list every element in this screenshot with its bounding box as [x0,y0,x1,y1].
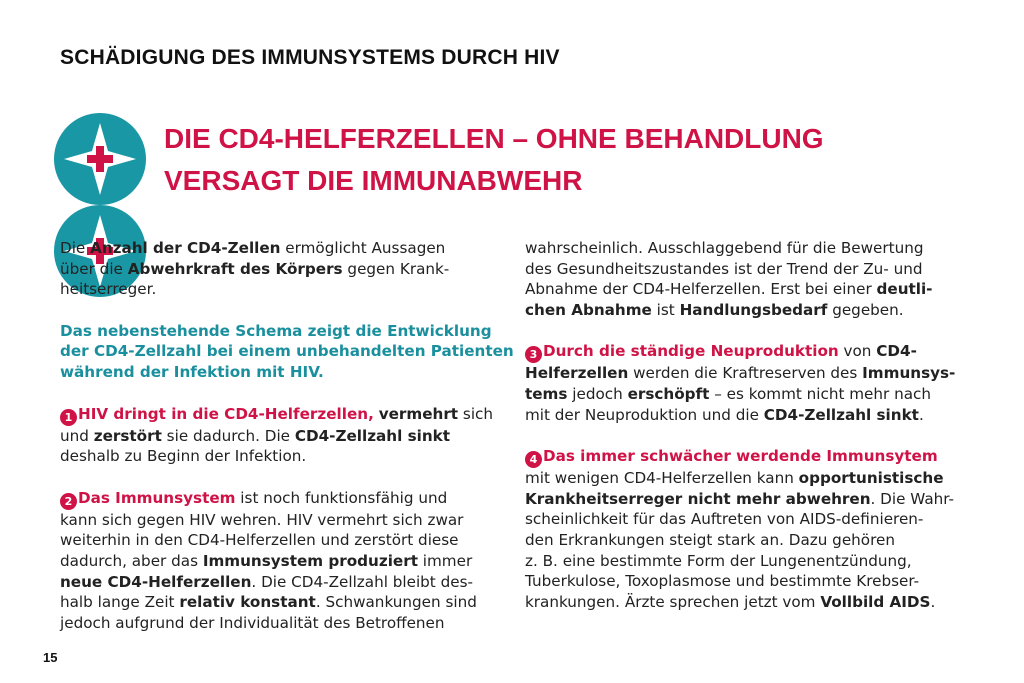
paragraph-intro [60,238,505,300]
text-bold: zerstört [93,426,162,445]
text-bold: Immunsystem produziert [202,551,418,570]
text-line [60,592,505,613]
cell-icon [54,113,146,205]
text-line: jedoch aufgrund der Individualität des Betroffenen [60,613,445,632]
text-line [60,488,505,510]
text: dadurch, aber das [60,551,203,570]
paragraph-step-2 [60,488,505,634]
step-number-badge: 2 [60,493,77,510]
text-line: deshalb zu Beginn der Infektion. [60,447,307,466]
text: gegeben. [827,300,904,319]
text: immer [417,551,473,570]
text-highlight: Das immer schwächer werdende Immunsytem [543,447,938,466]
headline-line-2: VERSAGT DIE IMMUNABWEHR [164,165,583,196]
text-bold: erschöpft [627,384,710,403]
text-line [60,238,505,259]
text-bold: vermehrt [378,404,459,423]
right-column [525,238,970,633]
text-bold: tems [525,384,568,403]
text: von [838,342,877,361]
text-line [525,279,970,300]
text-bold: Anzahl der CD4-Zellen [90,239,281,257]
text: halb lange Zeit [60,593,180,612]
text-line [60,551,505,572]
paragraph-continuation [525,238,970,320]
text-line: weiterhin in den CD4-Helferzellen und zerstört diese [60,531,459,550]
text-line [525,489,970,510]
text: ist noch funktionsfähig und [235,488,448,507]
text-line: z. B. eine bestimmte Form der Lungenentzündung, [525,551,912,570]
text: ist [651,300,680,319]
text-bold: relativ konstant [179,593,316,612]
paragraph-schema [60,321,514,383]
text: werden die Kraftreserven des [628,364,863,383]
text-line: wahrscheinlich. Ausschlaggebend für die Bewertung [525,239,924,257]
text: mit wenigen CD4-Helferzellen kann [525,469,799,488]
text-line [60,572,505,593]
text: und [60,426,94,445]
text-bold: CD4-Zellzahl sinkt [294,426,451,445]
step-number-badge: 3 [525,346,542,363]
text-line [525,341,970,363]
step-number-badge: 1 [60,409,77,426]
step-number-badge: 4 [525,451,542,468]
text-line [60,259,505,280]
paragraph-step-3 [525,341,970,425]
text: . Die CD4-Zellzahl bleibt des- [251,572,473,591]
text-line: kann sich gegen HIV wehren. HIV vermehrt sich zwar [60,510,464,529]
text-highlight: Durch die ständige Neuproduktion [543,342,839,361]
text: sie dadurch. Die [161,426,295,445]
text-line: des Gesundheitszustandes ist der Trend der Zu- und [525,259,923,278]
text-line [525,446,970,468]
text-bold: CD4-Zellzahl sinkt [763,405,919,424]
text: jedoch [567,384,628,403]
text-bold: deutli- [876,280,933,299]
text-line [525,405,970,426]
text-line [525,363,970,384]
left-column [60,238,514,654]
text-bold: opportunistische [798,469,944,488]
text: mit der Neuproduktion und die [525,405,764,424]
text: Die [60,239,91,257]
text: über die [60,259,128,278]
text-bold: Handlungsbedarf [679,300,828,319]
text-bold: Helferzellen [525,364,629,383]
text-highlight: Das Immunsystem [78,488,236,507]
text-line: heitserreger. [60,280,157,299]
text-line: Das nebenstehende Schema zeigt die Entwicklung [60,321,492,340]
text-line [525,300,970,321]
headline-line-1: DIE CD4-HELFERZELLEN – OHNE BEHANDLUNG [164,123,824,154]
text-line: der CD4-Zellzahl bei einem unbehandelten Patienten [60,342,514,361]
text: . [930,592,936,611]
page-header-title: SCHÄDIGUNG DES IMMUNSYSTEMS DURCH HIV [60,46,560,69]
text-line: Tuberkulose, Toxoplasmose und bestimmte Krebser- [525,572,920,591]
text-line: scheinlichkeit für das Auftreten von AIDS-definieren- [525,510,924,529]
text-line [60,404,505,426]
text-line [525,592,970,613]
text-bold: Krankheitserreger nicht mehr abwehren [525,489,871,508]
text: gegen Krank- [342,259,450,278]
text: ermöglicht Aussagen [280,239,446,257]
text-bold: CD4- [876,342,917,361]
headline [164,118,824,202]
text: . Die Wahr- [870,489,955,508]
text: . Schwankungen sind [315,593,477,612]
page-number: 15 [43,650,58,665]
text: – es kommt nicht mehr nach [709,384,932,403]
text-line [525,384,970,405]
text-line [525,468,970,489]
text-line [60,426,505,447]
paragraph-step-4 [525,446,970,612]
text-bold: chen Abnahme [525,300,652,319]
text-bold: Abwehrkraft des Körpers [127,259,343,278]
text-bold: Vollbild AIDS [820,592,931,611]
text: krankungen. Ärzte sprechen jetzt vom [525,592,821,611]
text-highlight: HIV dringt in die CD4-Helferzellen, [78,404,374,423]
text-line: den Erkrankungen steigt stark an. Dazu gehören [525,530,895,549]
text: sich [458,404,494,423]
text-bold: neue CD4-Helferzellen [60,572,252,591]
text-line: während der Infektion mit HIV. [60,362,324,381]
text: Abnahme der CD4-Helferzellen. Erst bei einer [525,280,877,299]
text: . [918,405,924,424]
text-bold: Immunsys- [862,364,956,383]
paragraph-step-1 [60,404,505,467]
